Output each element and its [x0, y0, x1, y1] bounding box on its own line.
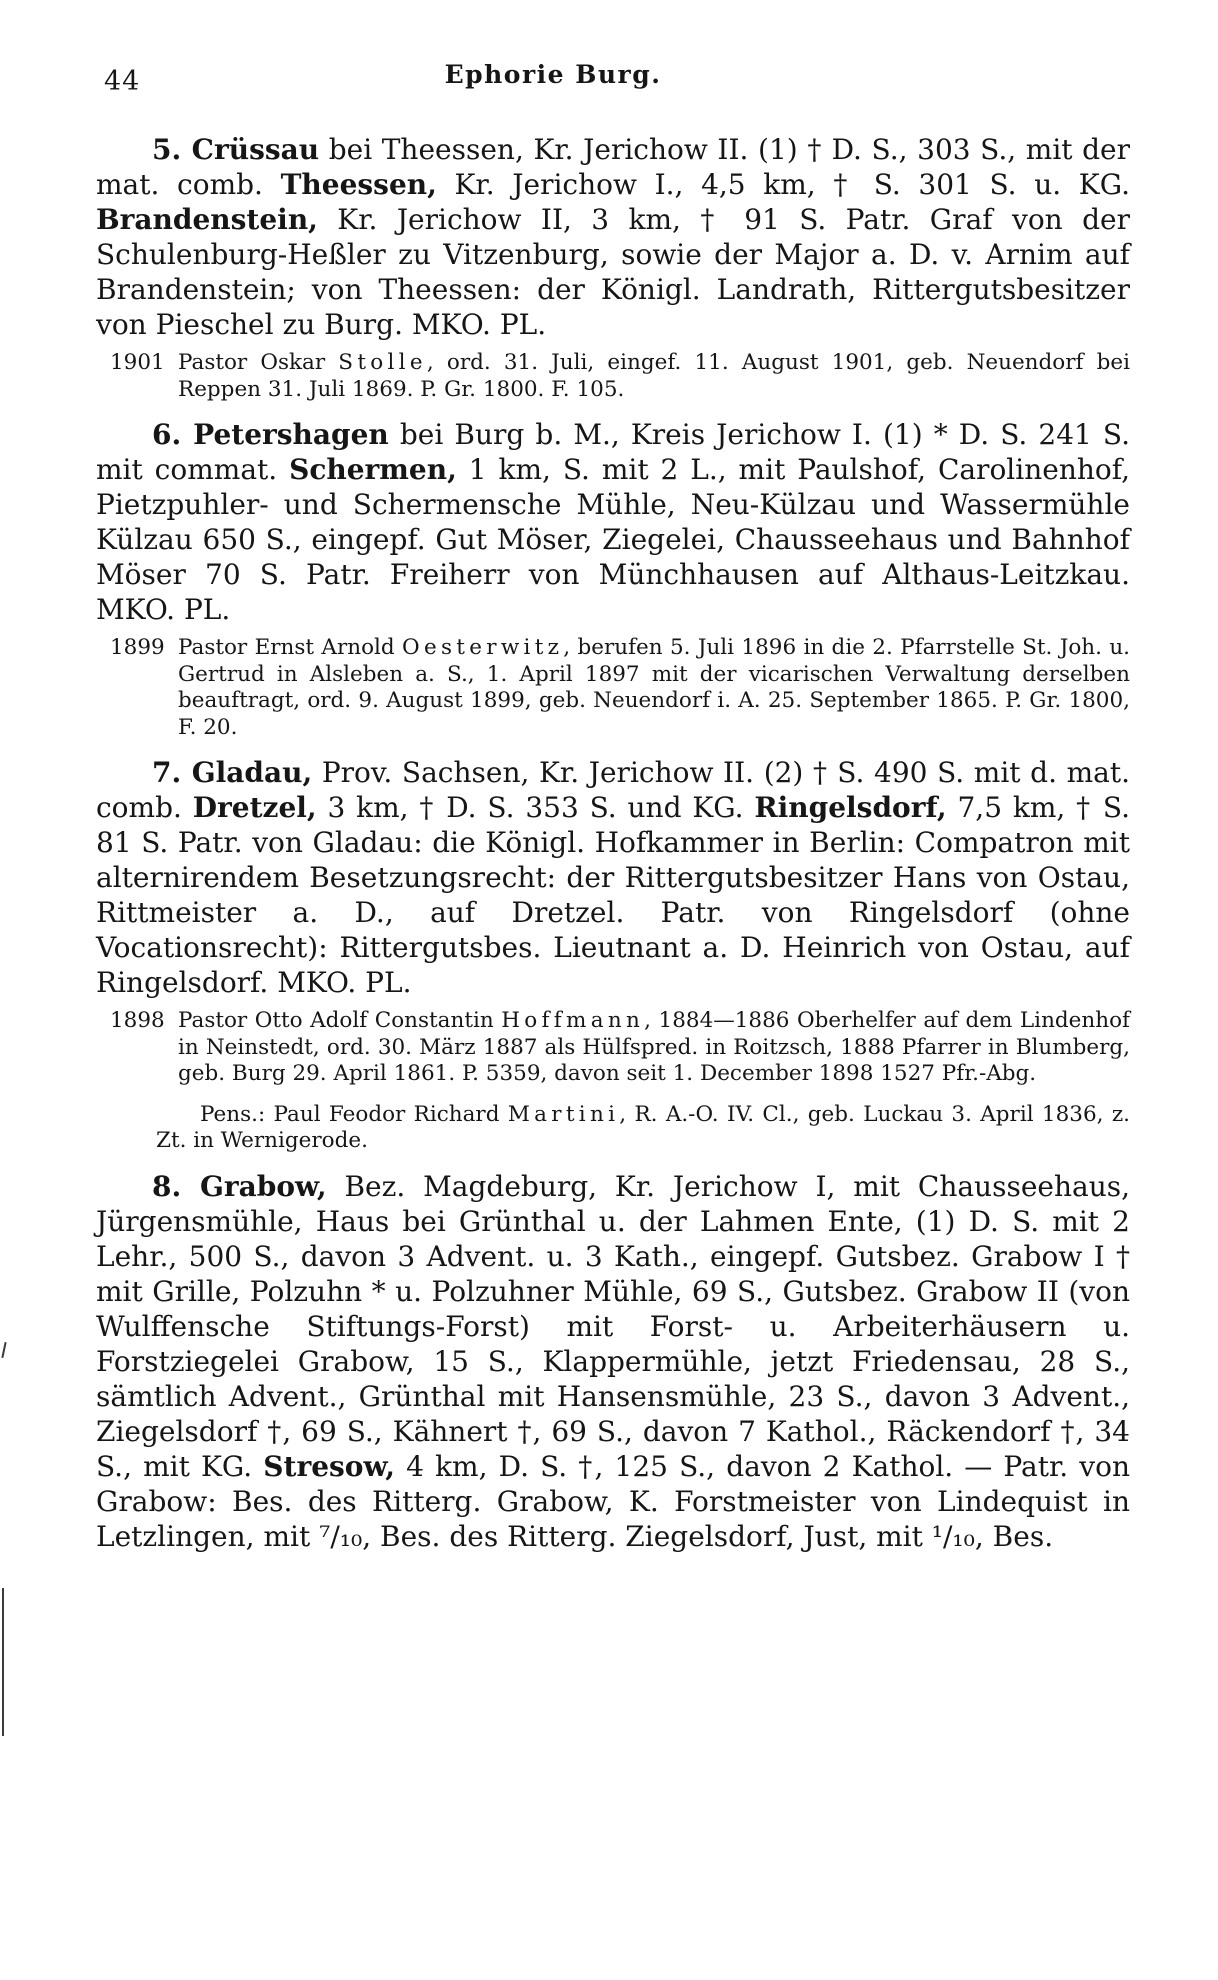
- entry-paragraph-gladau: 7. Gladau, Prov. Sachsen, Kr. Jerichow II. (2) † S. 490 S. mit d. mat. comb. Dretzel, 3 km, † D. S. 353 S. und KG. Ringelsdorf, 7,5 km, † S. 81 S. Patr. von Gladau: die Königl. Hofkammer in Berlin: Compatron mit alternirendem Besetzungsrecht: der Rittergutsbesitzer Hans von Ostau, Rittmeister a. D., auf Dretzel. Patr. von Ringelsdorf (ohne Vocationsrecht): Rittergutsbes. Lieutnant a. D. Heinrich von Ostau, auf Ringelsdorf. MKO. PL.: [96, 756, 1130, 999]
- note-year: 1899: [110, 635, 165, 660]
- pastor-note: [110, 635, 1130, 741]
- pastor-note: [110, 350, 1130, 403]
- entry-paragraph-petershagen: 6. Petershagen bei Burg b. M., Kreis Jerichow I. (1) * D. S. 241 S. mit commat. Schermen, 1 km, S. mit 2 L., mit Paulshof, Carolinenhof, Pietzpuhler- und Schermensche Mühle, Neu-Külzau und Wassermühle Külzau 650 S., eingepf. Gut Möser, Ziegelei, Chausseehaus und Bahnhof Möser 70 S. Patr. Freiherr von Münchhausen auf Althaus-Leitzkau. MKO. PL.: [96, 418, 1131, 626]
- page-header: [96, 56, 1130, 104]
- note-text: Pastor Otto Adolf Constantin Hoffmann, 1884—1886 Oberhelfer auf dem Lindenhof in Neinstedt, ord. 30. März 1887 als Hülfspred. in Roitzsch, 1888 Pfarrer in Blumberg, geb. Burg 29. April 1861. P. 5359, davon seit 1. December 1898 1527 Pfr.-Abg.: [178, 1008, 1130, 1086]
- entry-paragraph-cruessau: 5. Crüssau bei Theessen, Kr. Jerichow II. (1) † D. S., 303 S., mit der mat. comb. Theessen, Kr. Jerichow I., 4,5 km, † S. 301 S. u. KG. Brandenstein, Kr. Jerichow II, 3 km, † 91 S. Patr. Graf von der Schulenburg-Heßler zu Vitzenburg, sowie der Major a. D. v. Arnim auf Brandenstein; von Theessen: der Königl. Landrath, Rittergutsbesitzer von Pieschel zu Burg. MKO. PL.: [96, 133, 1130, 341]
- note-year: 1901: [110, 350, 165, 375]
- scan-artifact: [2, 1588, 4, 1736]
- note-text: Pastor Ernst Arnold Oesterwitz, berufen 5. Juli 1896 in die 2. Pfarrstelle St. Joh. u. Gertrud in Alsleben a. S., 1. April 1897 mit der vicarischen Verwaltung derselben beauftragt, ord. 9. August 1899, geb. Neuendorf i. A. 25. September 1865. P. Gr. 1800, F. 20.: [178, 635, 1131, 740]
- note-text: Pastor Oskar Stolle, ord. 31. Juli, eingef. 11. August 1901, geb. Neuendorf bei Reppen 31. Juli 1869. P. Gr. 1800. F. 105.: [178, 350, 1130, 402]
- note-year: 1898: [110, 1008, 165, 1033]
- entry-paragraph-grabow: 8. Grabow, Bez. Magdeburg, Kr. Jerichow I, mit Chausseehaus, Jürgensmühle, Haus bei Grünthal u. der Lahmen Ente, (1) D. S. mit 2 Lehr., 500 S., davon 3 Advent. u. 3 Kath., eingepf. Gutsbez. Grabow I † mit Grille, Polzuhn * u. Polzuhner Mühle, 69 S., Gutsbez. Grabow II (von Wulffensche Stiftungs-Forst) mit Forst- u. Arbeiterhäusern u. Forstziegelei Grabow, 15 S., Klappermühle, jetzt Friedensau, 28 S., sämtlich Advent., Grünthal mit Hansensmühle, 23 S., davon 3 Advent., Ziegelsdorf †, 69 S., Kähnert †, 69 S., davon 7 Kathol., Räckendorf †, 34 S., mit KG. Stresow, 4 km, D. S. †, 125 S., davon 2 Kathol. — Patr. von Grabow: Bes. des Ritterg. Grabow, K. Forstmeister von Lindequist in Letzlingen, mit ⁷/₁₀, Bes. des Ritterg. Ziegelsdorf, Just, mit ¹/₁₀, Bes.: [96, 1169, 1130, 1553]
- pastor-note: [110, 1008, 1130, 1088]
- page-title: Ephorie Burg.: [444, 60, 662, 89]
- page-number: 44: [104, 66, 141, 97]
- pensioner-note: [156, 1102, 1130, 1155]
- note-text: Pens.: Paul Feodor Richard Martini, R. A.-O. IV. Cl., geb. Luckau 3. April 1836, z. Zt. in Wernigerode.: [156, 1101, 1130, 1153]
